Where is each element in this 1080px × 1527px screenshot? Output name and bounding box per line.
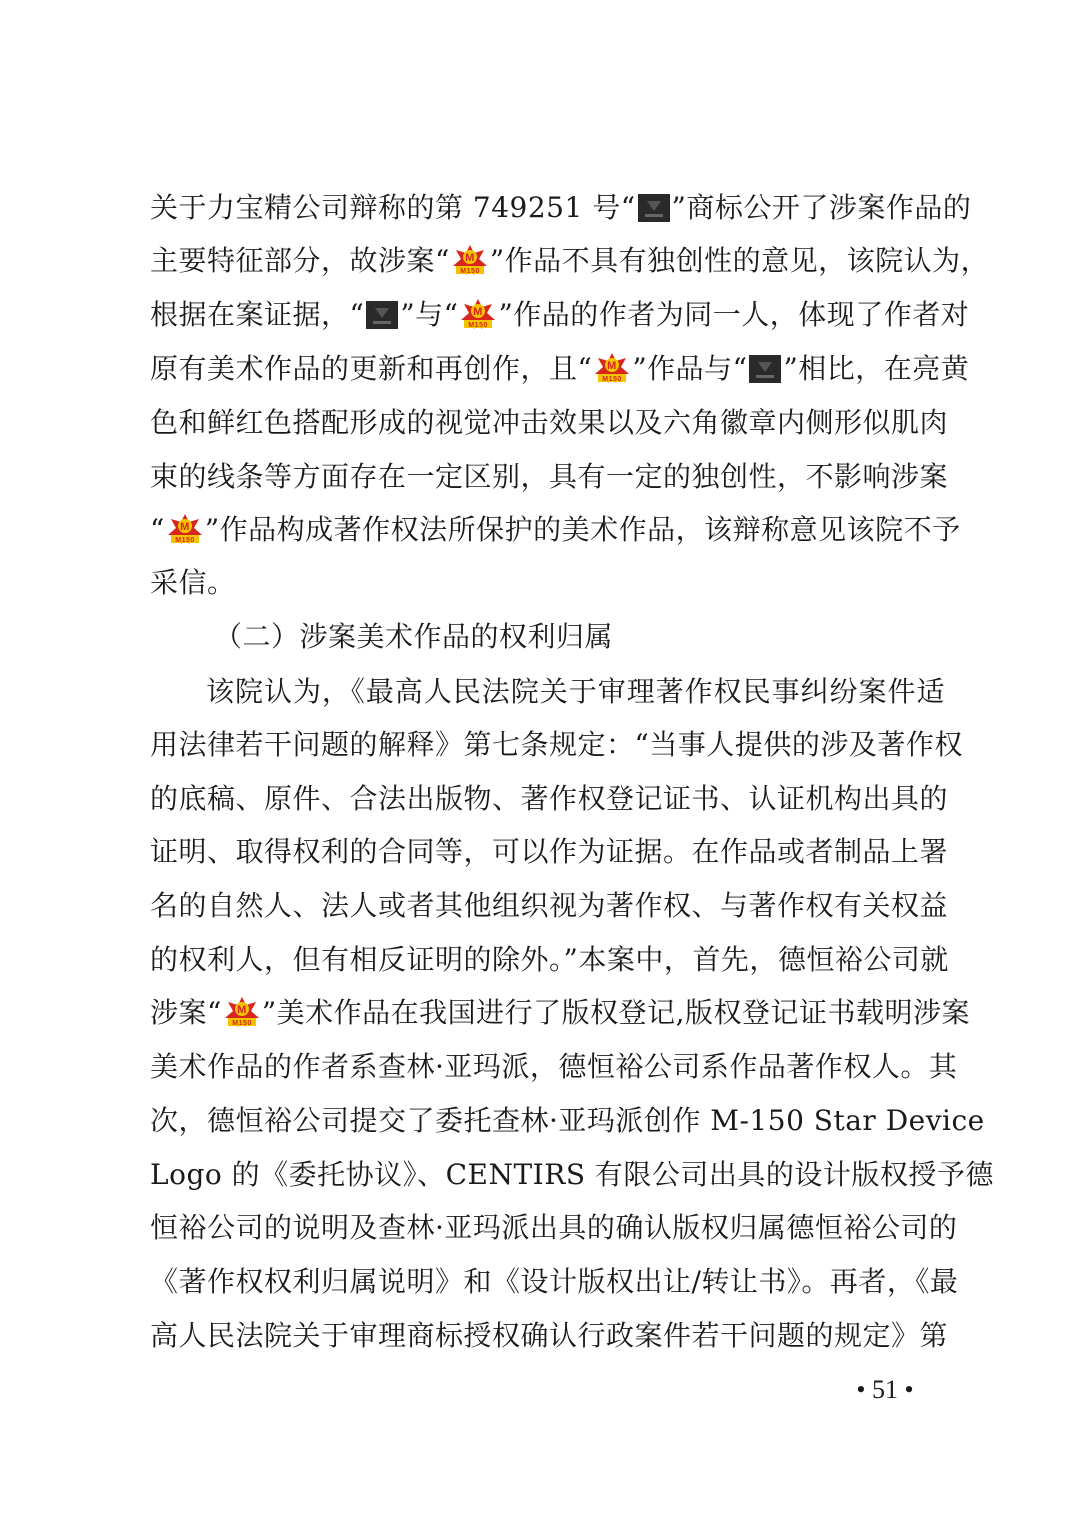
text-line: 名的自然人、法人或者其他组织视为著作权、与著作权有关权益 — [150, 889, 949, 922]
text-line: 证明、取得权利的合同等，可以作为证据。在作品或者制品上署 — [150, 835, 949, 868]
text-line: 束的线条等方面存在一定区别，具有一定的独创性，不影响涉案 — [150, 460, 949, 493]
svg-text:M150: M150 — [232, 1020, 252, 1027]
m150-star-logo-image — [593, 352, 631, 384]
dark-trademark-image — [365, 300, 399, 330]
text-line: 次，德恒裕公司提交了委托查林·亚玛派创作 M-150 Star Device — [150, 1104, 985, 1137]
text-line: 的权利人，但有相反证明的除外。”本案中，首先，德恒裕公司就 — [150, 943, 949, 976]
text-line: 采信。 — [150, 566, 236, 599]
text-line: 主要特征部分，故涉案“ M M150 ”作品不具有独创性的意见，该院认为， — [150, 244, 990, 277]
svg-text:M: M — [236, 1004, 247, 1016]
text-line: 用法律若干问题的解释》第七条规定：“当事人提供的涉及著作权 — [150, 728, 963, 761]
dark-trademark-image — [637, 193, 671, 223]
m150-star-logo-image — [166, 513, 204, 545]
text-line: 涉案“ M M150 ”美术作品在我国进行了版权登记,版权登记证书载明涉案 — [150, 996, 971, 1029]
svg-text:M: M — [464, 252, 475, 264]
svg-text:M150: M150 — [460, 268, 480, 275]
svg-text:M150: M150 — [602, 376, 623, 383]
dark-trademark-image — [748, 354, 782, 384]
svg-text:M150: M150 — [175, 537, 195, 544]
text-line: 高人民法院关于审理商标授权确认行政案件若干问题的规定》第 — [150, 1319, 949, 1352]
text-line: “ M M150 ”作品构成著作权法所保护的美术作品，该辩称意见该院不予 — [150, 513, 961, 546]
text-line: Logo 的《委托协议》、CENTIRS 有限公司出具的设计版权授予德 — [150, 1158, 994, 1191]
text-line: 的底稿、原件、合法出版物、著作权登记证书、认证机构出具的 — [150, 782, 949, 815]
text-line: 《著作权权利归属说明》和《设计版权出让/转让书》。再者，《最 — [150, 1265, 959, 1298]
text-line: 美术作品的作者系查林·亚玛派，德恒裕公司系作品著作权人。其 — [150, 1050, 958, 1083]
section-heading: （二）涉案美术作品的权利归属 — [214, 620, 614, 653]
text-line: 该院认为，《最高人民法院关于审理著作权民事纠纷案件适 — [206, 675, 945, 708]
svg-text:M: M — [473, 306, 484, 318]
text-line: 恒裕公司的说明及查林·亚玛派出具的确认版权归属德恒裕公司的 — [150, 1211, 958, 1244]
text-line: 色和鲜红色搭配形成的视觉冲击效果以及六角徽章内侧形似肌肉 — [150, 406, 949, 439]
svg-text:M: M — [607, 360, 618, 372]
svg-text:M: M — [179, 521, 190, 533]
text-line: 原有美术作品的更新和再创作，且“ M M150 ”作品与“ ”相比，在亮黄 — [150, 352, 970, 385]
page-number: • 51 • — [856, 1375, 914, 1404]
m150-star-logo-image — [223, 996, 261, 1028]
text-line: 关于力宝精公司辩称的第 749251 号“ ”商标公开了涉案作品的 — [150, 191, 972, 224]
m150-star-logo-image — [451, 244, 489, 276]
m150-star-logo-image — [459, 298, 497, 330]
svg-text:M150: M150 — [468, 322, 489, 329]
text-line: 根据在案证据，“ ”与“ M M150 ”作品的作者为同一人，体现了作者对 — [150, 298, 970, 331]
